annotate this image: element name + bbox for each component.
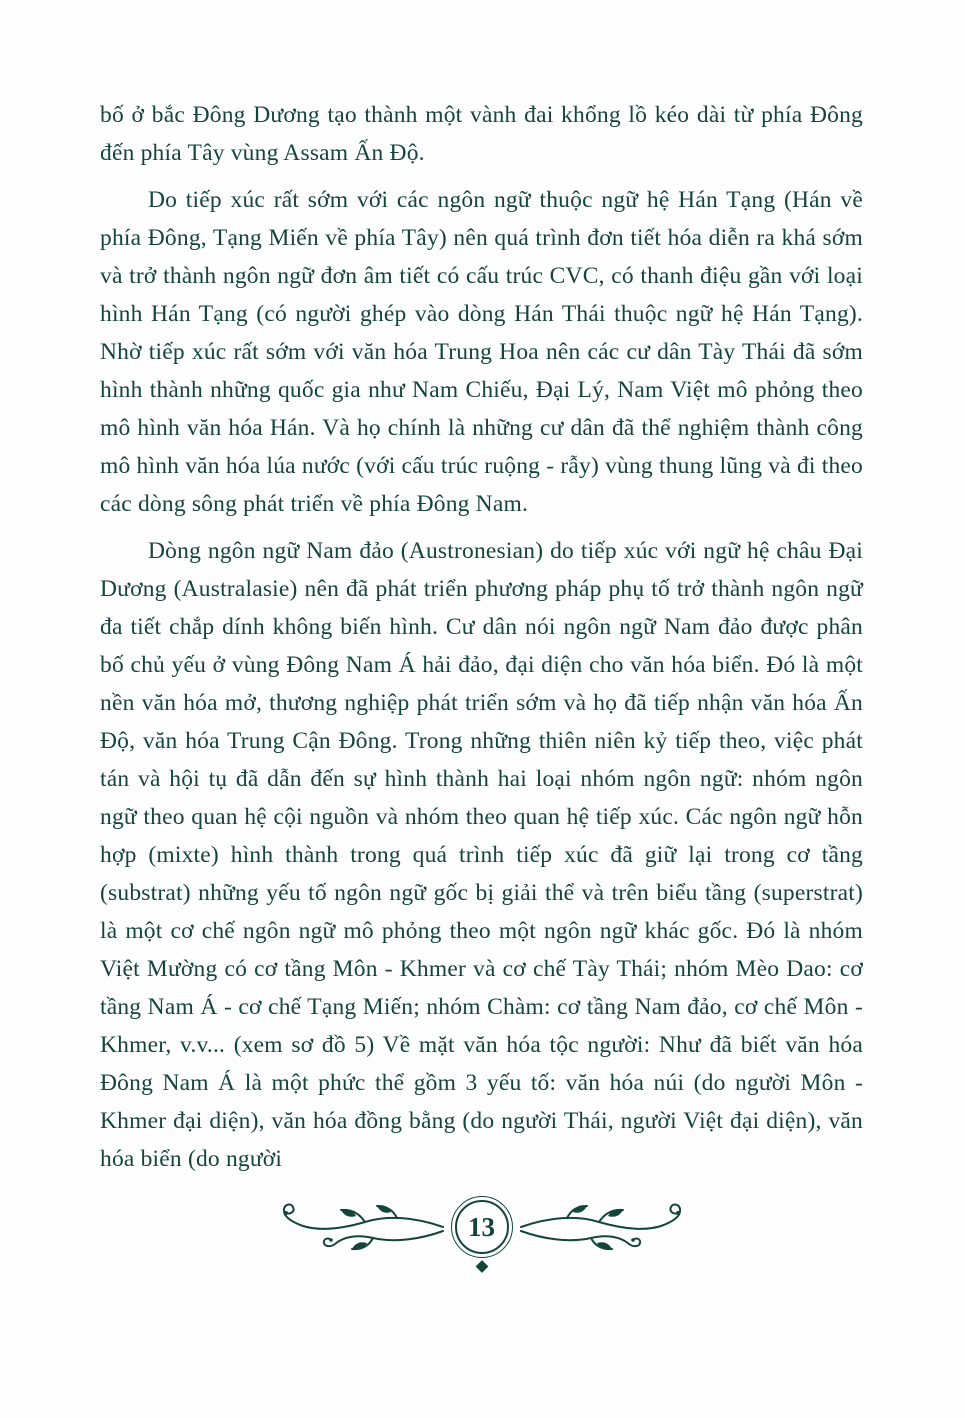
diamond-ornament-icon <box>475 1260 488 1273</box>
body-text <box>100 96 863 1178</box>
paragraph-han-tang: Do tiếp xúc rất sớm với các ngôn ngữ thuộc ngữ hệ Hán Tạng (Hán về phía Đông, Tạng Miến về phía Tây) nên quá trình đơn tiết hóa diễn ra khá sớm và trở thành ngôn ngữ đơn âm tiết có cấu trúc CVC, có thanh điệu gần với loại hình Hán Tạng (có người ghép vào dòng Hán Thái thuộc ngữ hệ Hán Tạng). Nhờ tiếp xúc rất sớm với văn hóa Trung Hoa nên các cư dân Tày Thái đã sớm hình thành những quốc gia như Nam Chiếu, Đại Lý, Nam Việt mô phỏng theo mô hình văn hóa Hán. Và họ chính là những cư dân đã thể nghiệm thành công mô hình văn hóa lúa nước (với cấu trúc ruộng - rẫy) vùng thung lũng và đi theo các dòng sông phát triển về phía Đông Nam. <box>100 187 863 517</box>
page-number-ornament <box>451 1196 513 1258</box>
page-footer <box>100 1196 863 1258</box>
flourish-right-icon <box>519 1197 689 1257</box>
flourish-left-icon <box>275 1197 445 1257</box>
page-number: 13 <box>468 1211 495 1242</box>
paragraph-nam-dao: Dòng ngôn ngữ Nam đảo (Austronesian) do tiếp xúc với ngữ hệ châu Đại Dương (Australasie) nên đã phát triển phương pháp phụ tố trở thành ngôn ngữ đa tiết chắp dính không biến hình. Cư dân nói ngôn ngữ Nam đảo được phân bố chủ yếu ở vùng Đông Nam Á hải đảo, đại diện cho văn hóa biển. Đó là một nền văn hóa mở, thương nghiệp phát triển sớm và họ đã tiếp nhận văn hóa Ấn Độ, văn hóa Trung Cận Đông. Trong những thiên niên kỷ tiếp theo, việc phát tán và hội tụ đã dẫn đến sự hình thành hai loại nhóm ngôn ngữ: nhóm ngôn ngữ theo quan hệ cội nguồn và nhóm theo quan hệ tiếp xúc. Các ngôn ngữ hỗn hợp (mixte) hình thành trong quá trình tiếp xúc đã giữ lại trong cơ tầng (substrat) những yếu tố ngôn ngữ gốc bị giải thể và trên biểu tầng (superstrat) là một cơ chế ngôn ngữ mô phỏng theo một ngôn ngữ khác gốc. Đó là nhóm Việt Mường có cơ tầng Môn - Khmer và cơ chế Tày Thái; nhóm Mèo Dao: cơ tầng Nam Á - cơ chế Tạng Miến; nhóm Chàm: cơ tầng Nam đảo, cơ chế Môn - Khmer, v.v... (xem sơ đồ 5) Về mặt văn hóa tộc người: Như đã biết văn hóa Đông Nam Á là một phức thể gồm 3 yếu tố: văn hóa núi (do người Môn - Khmer đại diện), văn hóa đồng bằng (do người Thái, người Việt đại diện), văn hóa biển (do người <box>100 538 863 1172</box>
page-number-circle <box>451 1196 513 1258</box>
paragraph-continuation: bố ở bắc Đông Dương tạo thành một vành đai khổng lồ kéo dài từ phía Đông đến phía Tây vùng Assam Ấn Độ. <box>100 102 863 166</box>
